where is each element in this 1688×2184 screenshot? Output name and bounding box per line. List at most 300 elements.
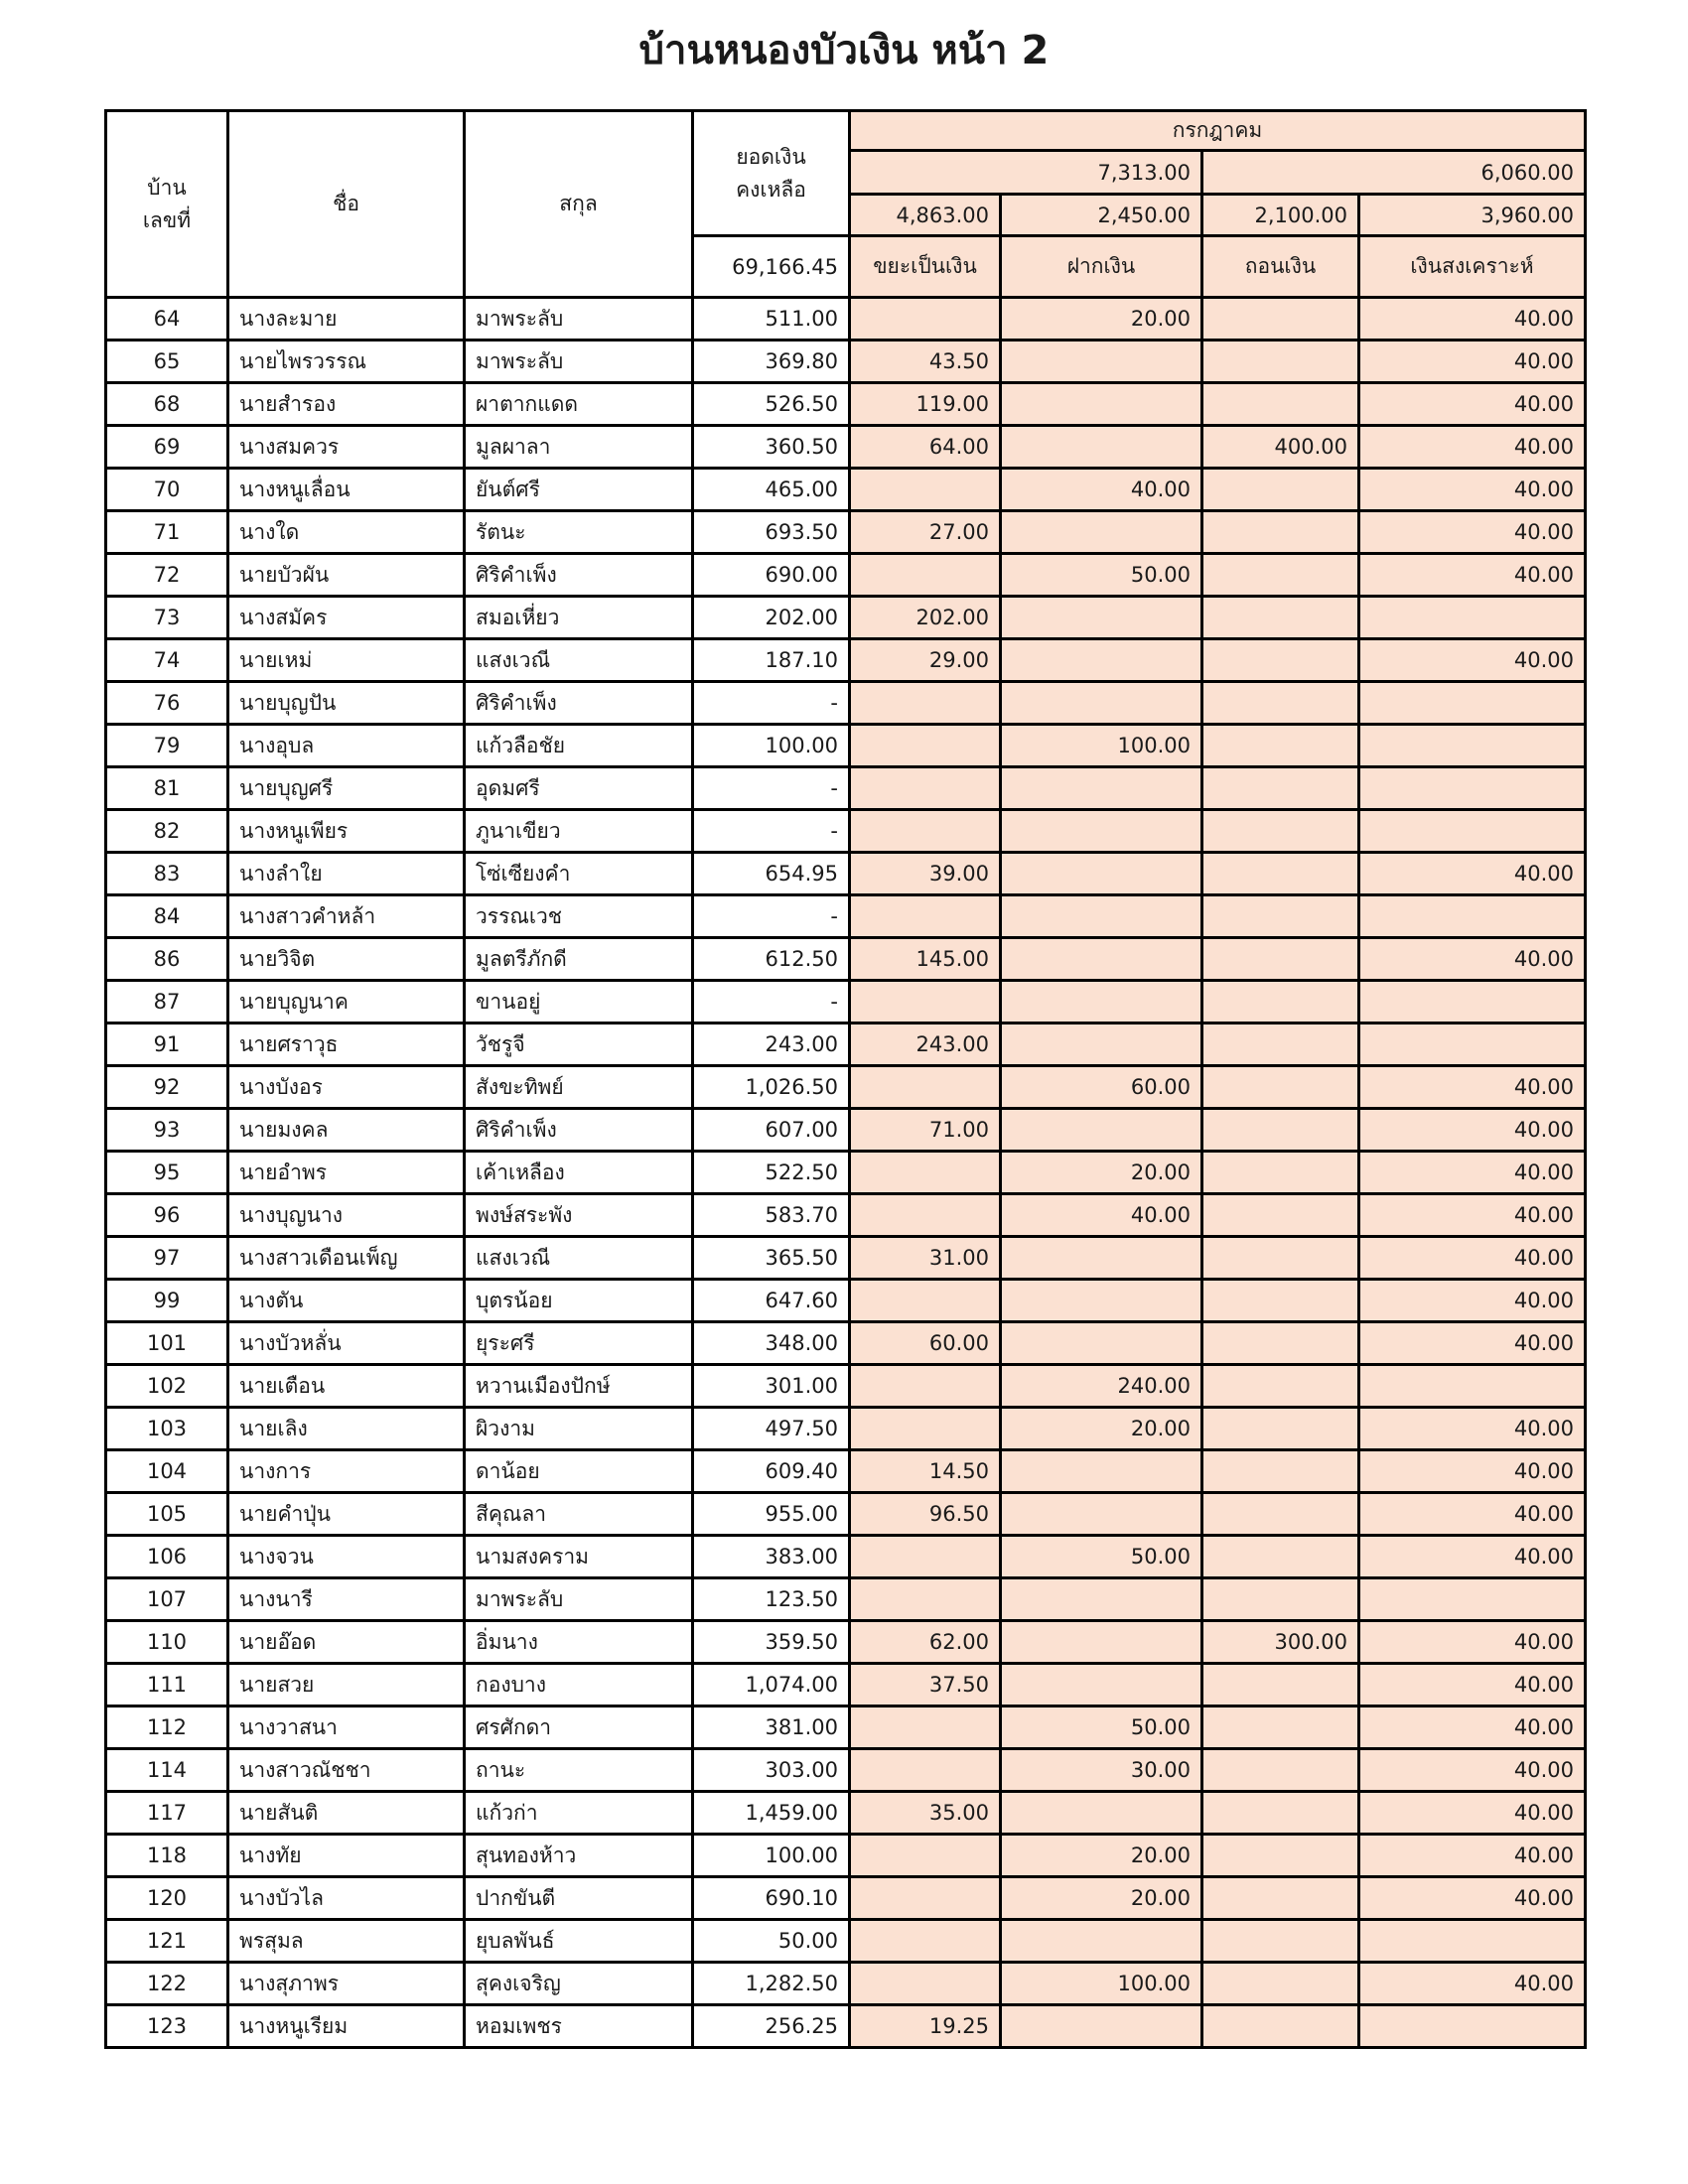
deposit-cell	[1001, 1280, 1202, 1322]
surname-cell: ถานะ	[465, 1749, 693, 1792]
name-cell: นางบัวไล	[228, 1877, 465, 1920]
withdraw-cell: 400.00	[1202, 426, 1359, 469]
balance-header	[693, 111, 850, 236]
house-no-cell: 70	[106, 469, 228, 511]
house-no-cell: 112	[106, 1706, 228, 1749]
name-cell: นางการ	[228, 1450, 465, 1493]
surname-cell: ภูนาเขียว	[465, 810, 693, 853]
withdraw-cell	[1202, 298, 1359, 341]
welfare-cell	[1359, 1920, 1586, 1963]
welfare-cell: 40.00	[1359, 1835, 1586, 1877]
group-total-right: 6,060.00	[1202, 151, 1586, 195]
balance-cell: 607.00	[693, 1109, 850, 1152]
surname-cell: กองบาง	[465, 1664, 693, 1706]
welfare-cell: 40.00	[1359, 383, 1586, 426]
deposit-cell	[1001, 938, 1202, 981]
welfare-cell: 40.00	[1359, 1194, 1586, 1237]
garbage-money-cell	[850, 725, 1001, 767]
garbage-money-cell: 35.00	[850, 1792, 1001, 1835]
garbage-money-cell: 96.50	[850, 1493, 1001, 1536]
deposit-cell	[1001, 2005, 1202, 2048]
name-cell: นายเลิง	[228, 1408, 465, 1450]
welfare-cell: 40.00	[1359, 1877, 1586, 1920]
surname-header: สกุล	[465, 111, 693, 298]
balance-cell: 583.70	[693, 1194, 850, 1237]
name-cell: นางสาวเดือนเพ็ญ	[228, 1237, 465, 1280]
surname-cell: ยันต์ศรี	[465, 469, 693, 511]
surname-cell: อุดมศรี	[465, 767, 693, 810]
balance-cell: 693.50	[693, 511, 850, 554]
deposit-cell	[1001, 511, 1202, 554]
garbage-money-cell	[850, 810, 1001, 853]
garbage-money-cell: 145.00	[850, 938, 1001, 981]
house-no-cell: 64	[106, 298, 228, 341]
withdraw-cell	[1202, 981, 1359, 1024]
house-no-cell: 65	[106, 341, 228, 383]
name-cell: นายบุญนาค	[228, 981, 465, 1024]
garbage-money-cell	[850, 1835, 1001, 1877]
welfare-cell	[1359, 682, 1586, 725]
house-no-cell: 74	[106, 639, 228, 682]
withdraw-cell	[1202, 1578, 1359, 1621]
name-cell: นายไพรวรรณ	[228, 341, 465, 383]
deposit-cell	[1001, 1109, 1202, 1152]
name-cell: นายมงคล	[228, 1109, 465, 1152]
name-cell: นายคำปุ่น	[228, 1493, 465, 1536]
name-cell: นางนารี	[228, 1578, 465, 1621]
surname-cell: สังขะทิพย์	[465, 1066, 693, 1109]
balance-cell: 360.50	[693, 426, 850, 469]
garbage-money-cell: 19.25	[850, 2005, 1001, 2048]
surname-cell: มาพระลับ	[465, 341, 693, 383]
table-row	[106, 554, 1586, 597]
withdraw-cell	[1202, 938, 1359, 981]
surname-cell: เค้าเหลือง	[465, 1152, 693, 1194]
withdraw-cell	[1202, 1664, 1359, 1706]
welfare-cell	[1359, 597, 1586, 639]
deposit-total: 2,450.00	[1001, 195, 1202, 236]
welfare-cell: 40.00	[1359, 1749, 1586, 1792]
table-row	[106, 1365, 1586, 1408]
table-row	[106, 938, 1586, 981]
withdraw-total: 2,100.00	[1202, 195, 1359, 236]
balance-cell: 369.80	[693, 341, 850, 383]
balance-cell: 202.00	[693, 597, 850, 639]
surname-cell: นามสงคราม	[465, 1536, 693, 1578]
house-no-cell: 111	[106, 1664, 228, 1706]
welfare-cell: 40.00	[1359, 341, 1586, 383]
welfare-cell: 40.00	[1359, 938, 1586, 981]
house-no-cell: 73	[106, 597, 228, 639]
name-cell: นายเตือน	[228, 1365, 465, 1408]
surname-cell: ศิริคำเพ็ง	[465, 1109, 693, 1152]
balance-cell: 522.50	[693, 1152, 850, 1194]
name-cell: นายบุญปัน	[228, 682, 465, 725]
balance-cell: 365.50	[693, 1237, 850, 1280]
garbage-money-cell	[850, 1280, 1001, 1322]
table-row	[106, 1024, 1586, 1066]
balance-cell: -	[693, 767, 850, 810]
garbage-money-cell	[850, 1877, 1001, 1920]
deposit-cell: 20.00	[1001, 1152, 1202, 1194]
balance-cell: 612.50	[693, 938, 850, 981]
house-no-cell: 96	[106, 1194, 228, 1237]
withdraw-label: ถอนเงิน	[1202, 236, 1359, 298]
name-cell: นางตัน	[228, 1280, 465, 1322]
withdraw-cell	[1202, 1749, 1359, 1792]
welfare-cell	[1359, 1578, 1586, 1621]
name-cell: นายวิจิต	[228, 938, 465, 981]
garbage-money-cell: 71.00	[850, 1109, 1001, 1152]
name-cell: นางบุญนาง	[228, 1194, 465, 1237]
balance-cell: 465.00	[693, 469, 850, 511]
welfare-cell	[1359, 2005, 1586, 2048]
deposit-cell	[1001, 1578, 1202, 1621]
balance-cell: 123.50	[693, 1578, 850, 1621]
balance-cell: 609.40	[693, 1450, 850, 1493]
deposit-cell	[1001, 639, 1202, 682]
balance-cell: 303.00	[693, 1749, 850, 1792]
welfare-cell: 40.00	[1359, 639, 1586, 682]
garbage-money-total: 4,863.00	[850, 195, 1001, 236]
deposit-cell: 20.00	[1001, 1408, 1202, 1450]
surname-cell: พงษ์สระพัง	[465, 1194, 693, 1237]
balance-cell: 256.25	[693, 2005, 850, 2048]
name-cell: นางหนูเพียร	[228, 810, 465, 853]
garbage-money-cell: 39.00	[850, 853, 1001, 895]
withdraw-cell	[1202, 767, 1359, 810]
balance-cell: 654.95	[693, 853, 850, 895]
deposit-cell: 100.00	[1001, 1963, 1202, 2005]
surname-cell: รัตนะ	[465, 511, 693, 554]
garbage-money-cell	[850, 469, 1001, 511]
deposit-cell: 50.00	[1001, 1706, 1202, 1749]
table-row	[106, 298, 1586, 341]
withdraw-cell	[1202, 1792, 1359, 1835]
name-cell: นางสาวณัชชา	[228, 1749, 465, 1792]
house-no-cell: 120	[106, 1877, 228, 1920]
house-no-cell: 104	[106, 1450, 228, 1493]
withdraw-cell	[1202, 597, 1359, 639]
welfare-cell	[1359, 895, 1586, 938]
garbage-money-cell: 14.50	[850, 1450, 1001, 1493]
deposit-cell	[1001, 1024, 1202, 1066]
house-no-cell: 106	[106, 1536, 228, 1578]
surname-cell: สุนทองห้าว	[465, 1835, 693, 1877]
house-no-cell: 97	[106, 1237, 228, 1280]
deposit-cell	[1001, 597, 1202, 639]
withdraw-cell	[1202, 1877, 1359, 1920]
welfare-cell: 40.00	[1359, 1408, 1586, 1450]
withdraw-cell	[1202, 1194, 1359, 1237]
garbage-money-cell	[850, 1963, 1001, 2005]
house-no-cell: 91	[106, 1024, 228, 1066]
surname-cell: ขานอยู่	[465, 981, 693, 1024]
table-row	[106, 383, 1586, 426]
table-row	[106, 1877, 1586, 1920]
house-no-cell: 99	[106, 1280, 228, 1322]
house-no-cell: 81	[106, 767, 228, 810]
withdraw-cell	[1202, 469, 1359, 511]
name-cell: นางลำใย	[228, 853, 465, 895]
balance-cell: 647.60	[693, 1280, 850, 1322]
name-cell: นายบัวผัน	[228, 554, 465, 597]
withdraw-cell	[1202, 725, 1359, 767]
name-cell: นางสมัคร	[228, 597, 465, 639]
welfare-cell: 40.00	[1359, 1536, 1586, 1578]
withdraw-cell: 300.00	[1202, 1621, 1359, 1664]
garbage-money-cell	[850, 1536, 1001, 1578]
balance-cell: 383.00	[693, 1536, 850, 1578]
welfare-cell: 40.00	[1359, 1109, 1586, 1152]
house-no-cell: 87	[106, 981, 228, 1024]
house-no-cell: 107	[106, 1578, 228, 1621]
name-cell: นายสันติ	[228, 1792, 465, 1835]
balance-cell: -	[693, 895, 850, 938]
withdraw-cell	[1202, 1920, 1359, 1963]
deposit-cell: 20.00	[1001, 1877, 1202, 1920]
garbage-money-cell	[850, 895, 1001, 938]
name-cell: นายบุญศรี	[228, 767, 465, 810]
balance-cell: 690.10	[693, 1877, 850, 1920]
welfare-total: 3,960.00	[1359, 195, 1586, 236]
surname-cell: ศรศักดา	[465, 1706, 693, 1749]
house-no-cell: 86	[106, 938, 228, 981]
table-row	[106, 1237, 1586, 1280]
surname-cell: สุคงเจริญ	[465, 1963, 693, 2005]
garbage-money-cell: 43.50	[850, 341, 1001, 383]
welfare-cell: 40.00	[1359, 1963, 1586, 2005]
balance-cell: 301.00	[693, 1365, 850, 1408]
name-cell: นายสวย	[228, 1664, 465, 1706]
balance-cell: 1,074.00	[693, 1664, 850, 1706]
surname-cell: แสงเวณี	[465, 1237, 693, 1280]
house-no-cell: 76	[106, 682, 228, 725]
garbage-money-cell: 202.00	[850, 597, 1001, 639]
house-no-cell: 102	[106, 1365, 228, 1408]
table-row	[106, 1578, 1586, 1621]
table-row	[106, 2005, 1586, 2048]
deposit-cell	[1001, 767, 1202, 810]
name-cell: นางหนูเรียม	[228, 2005, 465, 2048]
name-cell: พรสุมล	[228, 1920, 465, 1963]
table-row	[106, 1963, 1586, 2005]
withdraw-cell	[1202, 1024, 1359, 1066]
welfare-cell: 40.00	[1359, 853, 1586, 895]
surname-cell: วัชรูจี	[465, 1024, 693, 1066]
surname-cell: อิ่มนาง	[465, 1621, 693, 1664]
garbage-money-cell	[850, 1749, 1001, 1792]
deposit-cell	[1001, 895, 1202, 938]
garbage-money-cell: 64.00	[850, 426, 1001, 469]
welfare-cell: 40.00	[1359, 1066, 1586, 1109]
name-cell: นางบัวหลั่น	[228, 1322, 465, 1365]
name-cell: นายอ๊อด	[228, 1621, 465, 1664]
withdraw-cell	[1202, 1963, 1359, 2005]
withdraw-cell	[1202, 1835, 1359, 1877]
welfare-cell	[1359, 1024, 1586, 1066]
garbage-money-cell	[850, 298, 1001, 341]
surname-cell: มาพระลับ	[465, 298, 693, 341]
garbage-money-cell	[850, 554, 1001, 597]
withdraw-cell	[1202, 1066, 1359, 1109]
table-row	[106, 1536, 1586, 1578]
withdraw-cell	[1202, 2005, 1359, 2048]
house-no-cell: 92	[106, 1066, 228, 1109]
name-cell: นายอำพร	[228, 1152, 465, 1194]
surname-cell: ศิริคำเพ็ง	[465, 682, 693, 725]
surname-cell: แสงเวณี	[465, 639, 693, 682]
surname-cell: แก้วก่า	[465, 1792, 693, 1835]
garbage-money-cell	[850, 1920, 1001, 1963]
surname-cell: มูลผาลา	[465, 426, 693, 469]
withdraw-cell	[1202, 383, 1359, 426]
welfare-cell: 40.00	[1359, 511, 1586, 554]
welfare-cell	[1359, 1365, 1586, 1408]
welfare-cell: 40.00	[1359, 554, 1586, 597]
table-row	[106, 1322, 1586, 1365]
welfare-cell: 40.00	[1359, 1280, 1586, 1322]
withdraw-cell	[1202, 1408, 1359, 1450]
welfare-cell: 40.00	[1359, 1706, 1586, 1749]
welfare-cell: 40.00	[1359, 298, 1586, 341]
house-no-cell: 82	[106, 810, 228, 853]
surname-cell: ศิริคำเพ็ง	[465, 554, 693, 597]
balance-cell: 690.00	[693, 554, 850, 597]
deposit-cell	[1001, 853, 1202, 895]
welfare-cell: 40.00	[1359, 426, 1586, 469]
withdraw-cell	[1202, 1280, 1359, 1322]
name-cell: นายเหม่	[228, 639, 465, 682]
garbage-money-cell: 37.50	[850, 1664, 1001, 1706]
table-row	[106, 639, 1586, 682]
table-row	[106, 1450, 1586, 1493]
garbage-money-cell	[850, 1578, 1001, 1621]
house-no-cell: 123	[106, 2005, 228, 2048]
surname-cell: ผิวงาม	[465, 1408, 693, 1450]
surname-cell: ปากขันตี	[465, 1877, 693, 1920]
surname-cell: ผาตากแดด	[465, 383, 693, 426]
balance-cell: 243.00	[693, 1024, 850, 1066]
deposit-cell	[1001, 1493, 1202, 1536]
garbage-money-cell: 119.00	[850, 383, 1001, 426]
deposit-cell: 20.00	[1001, 298, 1202, 341]
house-no-cell: 84	[106, 895, 228, 938]
name-cell: นางสุภาพร	[228, 1963, 465, 2005]
balance-cell: -	[693, 810, 850, 853]
balance-cell: 100.00	[693, 725, 850, 767]
deposit-cell	[1001, 1664, 1202, 1706]
table-header	[106, 111, 1586, 298]
welfare-cell	[1359, 725, 1586, 767]
surname-cell: แก้วลือชัย	[465, 725, 693, 767]
house-no-cell: 79	[106, 725, 228, 767]
deposit-cell: 30.00	[1001, 1749, 1202, 1792]
garbage-money-cell: 243.00	[850, 1024, 1001, 1066]
table-row	[106, 1835, 1586, 1877]
balance-cell: 511.00	[693, 298, 850, 341]
deposit-cell: 50.00	[1001, 554, 1202, 597]
withdraw-cell	[1202, 1322, 1359, 1365]
welfare-cell: 40.00	[1359, 1621, 1586, 1664]
welfare-cell: 40.00	[1359, 1792, 1586, 1835]
table-row	[106, 1408, 1586, 1450]
deposit-cell: 20.00	[1001, 1835, 1202, 1877]
balance-cell: -	[693, 981, 850, 1024]
table-row	[106, 1066, 1586, 1109]
garbage-money-cell	[850, 1152, 1001, 1194]
house-no-cell: 72	[106, 554, 228, 597]
deposit-cell	[1001, 1920, 1202, 1963]
group-total-left: 7,313.00	[850, 151, 1202, 195]
balance-cell: 359.50	[693, 1621, 850, 1664]
house-no-cell: 118	[106, 1835, 228, 1877]
surname-cell: วรรณเวช	[465, 895, 693, 938]
deposit-cell	[1001, 1237, 1202, 1280]
withdraw-cell	[1202, 1237, 1359, 1280]
withdraw-cell	[1202, 1450, 1359, 1493]
house-no-cell: 83	[106, 853, 228, 895]
surname-cell: หวานเมืองปักษ์	[465, 1365, 693, 1408]
garbage-money-cell: 27.00	[850, 511, 1001, 554]
table-row	[106, 725, 1586, 767]
garbage-money-cell: 60.00	[850, 1322, 1001, 1365]
deposit-cell	[1001, 981, 1202, 1024]
house-no-cell: 95	[106, 1152, 228, 1194]
balance-cell: 1,282.50	[693, 1963, 850, 2005]
welfare-cell	[1359, 767, 1586, 810]
withdraw-cell	[1202, 1365, 1359, 1408]
house-no-cell: 69	[106, 426, 228, 469]
surname-cell: ยุบลพันธ์	[465, 1920, 693, 1963]
balance-cell: 1,459.00	[693, 1792, 850, 1835]
table-row	[106, 1109, 1586, 1152]
withdraw-cell	[1202, 511, 1359, 554]
deposit-cell: 240.00	[1001, 1365, 1202, 1408]
garbage-money-cell	[850, 981, 1001, 1024]
name-cell: นางทัย	[228, 1835, 465, 1877]
balance-cell: 955.00	[693, 1493, 850, 1536]
header-row-month	[106, 111, 1586, 151]
welfare-cell: 40.00	[1359, 469, 1586, 511]
month-header: กรกฎาคม	[850, 111, 1586, 151]
withdraw-cell	[1202, 895, 1359, 938]
house-no-cell: 117	[106, 1792, 228, 1835]
deposit-cell	[1001, 1621, 1202, 1664]
withdraw-cell	[1202, 810, 1359, 853]
table-row	[106, 767, 1586, 810]
surname-cell: ดาน้อย	[465, 1450, 693, 1493]
house-no-cell: 101	[106, 1322, 228, 1365]
surname-cell: โซ่เซียงคำ	[465, 853, 693, 895]
name-cell: นางจวน	[228, 1536, 465, 1578]
balance-cell: 187.10	[693, 639, 850, 682]
garbage-money-cell	[850, 1408, 1001, 1450]
deposit-cell: 40.00	[1001, 1194, 1202, 1237]
house-no-cell: 105	[106, 1493, 228, 1536]
garbage-money-cell: 62.00	[850, 1621, 1001, 1664]
deposit-cell	[1001, 682, 1202, 725]
house-no-cell: 103	[106, 1408, 228, 1450]
house-no-cell: 110	[106, 1621, 228, 1664]
deposit-label: ฝากเงิน	[1001, 236, 1202, 298]
surname-cell: หอมเพชร	[465, 2005, 693, 2048]
name-cell: นายสำรอง	[228, 383, 465, 426]
balance-cell: -	[693, 682, 850, 725]
savings-table	[104, 109, 1587, 2049]
withdraw-cell	[1202, 682, 1359, 725]
deposit-cell	[1001, 383, 1202, 426]
